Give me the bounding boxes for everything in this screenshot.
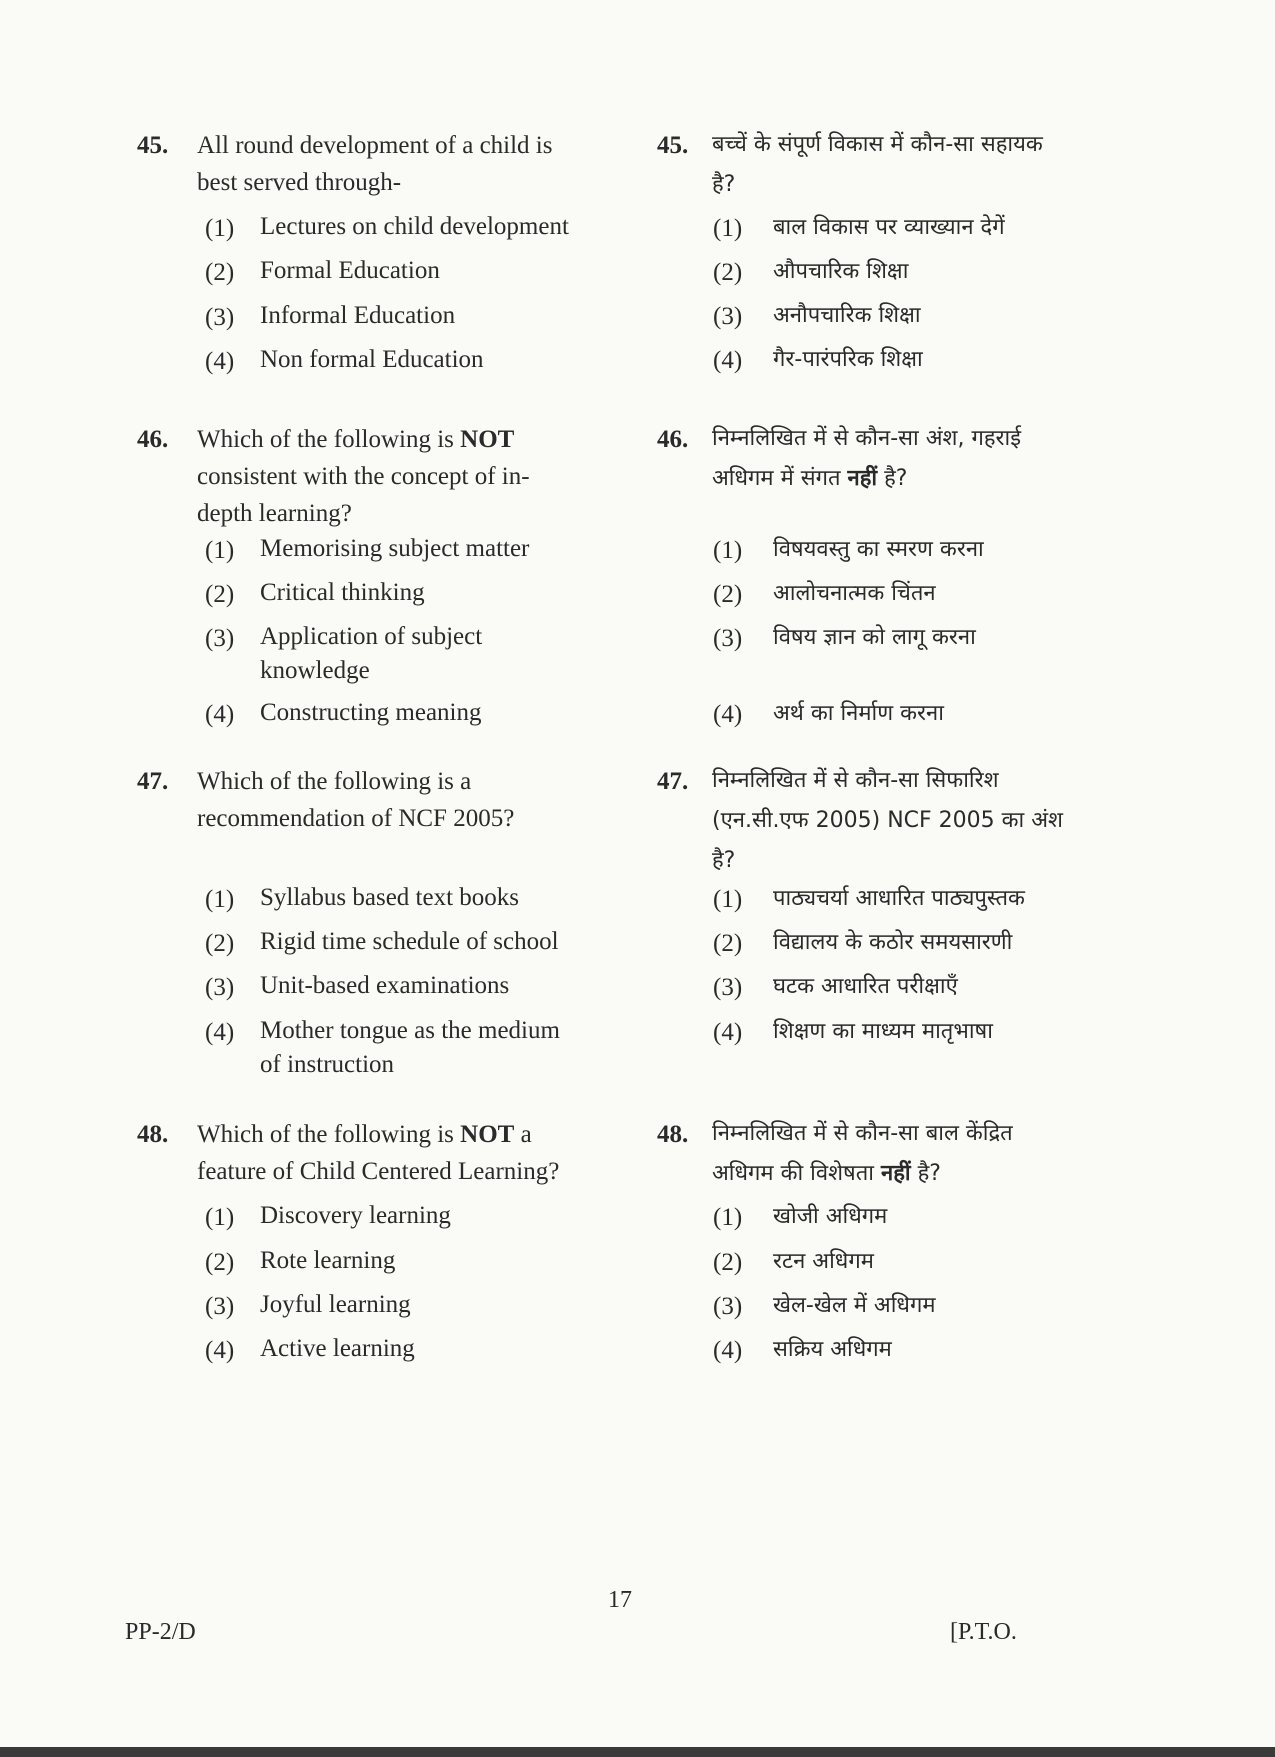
option-text [773, 967, 958, 1007]
option-text [260, 1288, 411, 1322]
option-line: औपचारिक शिक्षा [773, 259, 909, 284]
stem-line [712, 125, 1043, 165]
option-number: (3) [205, 1293, 235, 1320]
text-line: depth learning? [197, 500, 352, 527]
option-line: Lectures on child development [260, 213, 569, 240]
option-line: of instruction [260, 1051, 395, 1078]
emphasis: NOT [460, 426, 515, 453]
stem-line [712, 801, 1063, 841]
option-number: (2) [205, 259, 235, 286]
stem-line [197, 164, 552, 201]
option-text [773, 1242, 874, 1282]
option-line: knowledge [260, 657, 370, 684]
emphasis: नहीं [847, 466, 878, 491]
scan-edge [0, 1747, 1275, 1757]
question-stem [712, 1114, 1013, 1194]
option-text [773, 879, 1025, 919]
option-number: (4) [205, 1337, 235, 1364]
text-line: है? [712, 848, 736, 873]
option-line: खेल-खेल में अधिगम [773, 1293, 936, 1318]
option-text [773, 694, 944, 734]
text-line [197, 1121, 532, 1148]
stem-line [712, 841, 1063, 881]
stem-line [712, 419, 1021, 459]
option-line: Syllabus based text books [260, 884, 520, 911]
option-line: Memorising subject matter [260, 535, 530, 562]
option-text [260, 254, 440, 288]
text-line [712, 466, 907, 491]
option-text [260, 620, 482, 688]
text-segment: अधिगम की विशेषता [712, 1161, 881, 1186]
stem-line [197, 800, 514, 837]
option-text [260, 1014, 560, 1082]
option-number: (1) [205, 537, 235, 564]
option-line: अनौपचारिक शिक्षा [773, 303, 921, 328]
text-line: All round development of a child is [197, 132, 553, 159]
option-number: (4) [205, 1019, 235, 1046]
emphasis: नहीं [881, 1161, 911, 1186]
option-number: (2) [713, 1249, 743, 1276]
question-stem [197, 763, 514, 837]
option-number: (2) [205, 581, 235, 608]
option-line: आलोचनात्मक चिंतन [773, 581, 936, 606]
option-line: Rigid time schedule of school [260, 928, 559, 955]
text-line: है? [712, 172, 736, 197]
question-number: 46. [657, 426, 689, 453]
stem-line [712, 1114, 1013, 1154]
text-line: निम्नलिखित में से कौन-सा अंश, गहराई [712, 426, 1022, 451]
option-number: (2) [713, 581, 743, 608]
option-number: (4) [713, 347, 743, 374]
option-number: (2) [713, 930, 743, 957]
text-line: (एन.सी.एफ 2005) NCF 2005 का अंश [712, 808, 1064, 833]
option-text [260, 969, 509, 1003]
option-number: (2) [205, 930, 235, 957]
text-line: recommendation of NCF 2005? [197, 805, 515, 832]
option-number: (1) [713, 1204, 743, 1231]
option-line: रटन अधिगम [773, 1249, 874, 1274]
option-number: (3) [205, 304, 235, 331]
option-text [773, 1286, 935, 1326]
option-number: (3) [713, 974, 743, 1001]
option-text [260, 532, 529, 566]
option-line: Unit-based examinations [260, 972, 510, 999]
option-number: (1) [713, 215, 743, 242]
text-line: feature of Child Centered Learning? [197, 1158, 560, 1185]
option-number: (3) [713, 303, 743, 330]
question-number: 47. [137, 768, 169, 795]
question-number: 45. [657, 132, 689, 159]
option-text [773, 530, 984, 570]
option-line: सक्रिय अधिगम [773, 1337, 892, 1362]
question-stem [197, 1116, 559, 1190]
stem-line [197, 1153, 559, 1190]
option-line: बाल विकास पर व्याख्यान देगें [773, 215, 1005, 240]
option-line: विषय ज्ञान को लागू करना [773, 625, 976, 650]
option-text [260, 210, 569, 244]
option-line: Informal Education [260, 302, 456, 329]
question-number: 47. [657, 768, 689, 795]
option-text [773, 1012, 993, 1052]
option-number: (3) [205, 625, 235, 652]
text-segment: a [514, 1121, 532, 1148]
option-line: Active learning [260, 1335, 415, 1362]
option-line: Constructing meaning [260, 699, 482, 726]
text-line: Which of the following is a [197, 768, 472, 795]
option-line: गैर-पारंपरिक शिक्षा [773, 347, 923, 372]
option-number: (3) [713, 625, 743, 652]
option-number: (1) [205, 1204, 235, 1231]
option-number: (3) [713, 1293, 743, 1320]
text-segment: Which of the following is [197, 426, 461, 453]
text-segment: है? [910, 1161, 941, 1186]
option-text [773, 1197, 887, 1237]
question-stem [712, 761, 1063, 881]
option-text [773, 1330, 892, 1370]
option-line: Mother tongue as the medium [260, 1017, 560, 1044]
text-line [712, 1161, 941, 1186]
option-text [260, 881, 519, 915]
option-number: (1) [205, 215, 235, 242]
option-text [773, 340, 923, 380]
option-text [773, 208, 1005, 248]
text-line: consistent with the concept of in- [197, 463, 530, 490]
option-number: (4) [205, 348, 235, 375]
option-text [773, 574, 936, 614]
option-text [260, 1199, 451, 1233]
text-line: बच्चें के संपूर्ण विकास में कौन-सा सहायक [712, 132, 1043, 157]
text-segment: Which of the following is [197, 1121, 461, 1148]
option-number: (2) [205, 1249, 235, 1276]
option-number: (4) [713, 701, 743, 728]
option-text [260, 343, 484, 377]
stem-line [712, 165, 1043, 205]
text-segment: है? [877, 466, 908, 491]
question-stem [197, 421, 530, 532]
option-line: Non formal Education [260, 346, 484, 373]
option-line: शिक्षण का माध्यम मातृभाषा [773, 1019, 993, 1044]
option-text [260, 299, 455, 333]
option-line: Rote learning [260, 1247, 396, 1274]
option-text [773, 252, 908, 292]
text-segment: अधिगम में संगत [712, 466, 848, 491]
option-text [773, 296, 921, 336]
question-stem [712, 125, 1043, 205]
option-line: खोजी अधिगम [773, 1204, 888, 1229]
option-text [260, 1332, 415, 1366]
option-number: (1) [713, 537, 743, 564]
stem-line [197, 1116, 559, 1153]
question-number: 45. [137, 132, 169, 159]
option-number: (1) [205, 886, 235, 913]
question-number: 48. [137, 1121, 169, 1148]
question-number: 48. [657, 1121, 689, 1148]
page-number: 17 [608, 1587, 632, 1613]
option-text [773, 923, 1012, 963]
option-number: (4) [205, 701, 235, 728]
stem-line [712, 761, 1063, 801]
question-stem [712, 419, 1021, 499]
option-line: घटक आधारित परीक्षाएँ [773, 974, 958, 999]
stem-line [197, 763, 514, 800]
option-line: Application of subject [260, 623, 483, 650]
option-number: (1) [713, 886, 743, 913]
stem-line [197, 127, 552, 164]
option-number: (4) [713, 1337, 743, 1364]
question-stem [197, 127, 552, 201]
option-line: पाठ्यचर्या आधारित पाठ्यपुस्तक [773, 886, 1025, 911]
option-line: अर्थ का निर्माण करना [773, 701, 944, 726]
question-number: 46. [137, 426, 169, 453]
option-text [773, 618, 976, 658]
stem-line [712, 1154, 1013, 1194]
option-text [260, 576, 425, 610]
option-number: (2) [713, 259, 743, 286]
option-line: Critical thinking [260, 579, 425, 606]
option-text [260, 696, 482, 730]
option-line: विद्यालय के कठोर समयसारणी [773, 930, 1013, 955]
text-line [197, 426, 514, 453]
option-line: विषयवस्तु का स्मरण करना [773, 537, 984, 562]
option-line: Formal Education [260, 257, 440, 284]
emphasis: NOT [460, 1121, 515, 1148]
text-line: best served through- [197, 169, 402, 196]
option-line: Joyful learning [260, 1291, 411, 1318]
stem-line [197, 458, 530, 495]
option-text [260, 1244, 395, 1278]
text-line: निम्नलिखित में से कौन-सा सिफारिश [712, 768, 999, 793]
option-number: (3) [205, 974, 235, 1001]
option-line: Discovery learning [260, 1202, 451, 1229]
text-line: निम्नलिखित में से कौन-सा बाल केंद्रित [712, 1121, 1013, 1146]
please-turn-over: [P.T.O. [950, 1619, 1017, 1645]
option-text [260, 925, 559, 959]
paper-code: PP-2/D [125, 1619, 196, 1645]
option-number: (4) [713, 1019, 743, 1046]
stem-line [712, 459, 1021, 499]
stem-line [197, 495, 530, 532]
stem-line [197, 421, 530, 458]
